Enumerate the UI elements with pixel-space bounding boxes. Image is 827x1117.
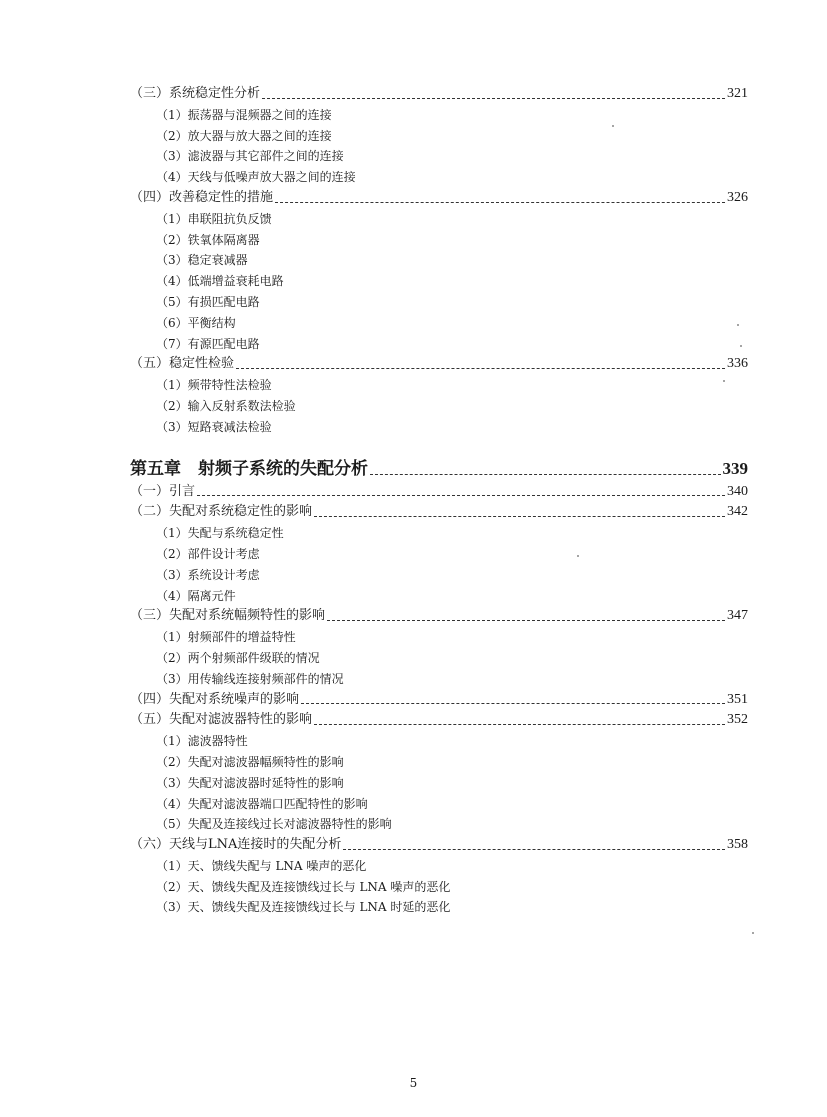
- toc-entry-title: （3）短路衰减法检验: [156, 419, 272, 434]
- toc-entry-title: （1）振荡器与混频器之间的连接: [156, 107, 332, 122]
- dotted-leader: [314, 724, 725, 725]
- toc-entry-title: （二）失配对系统稳定性的影响: [130, 504, 313, 520]
- toc-subsection-entry: [130, 565, 748, 586]
- toc-page-number: 336: [727, 356, 748, 372]
- scan-speck: [612, 125, 614, 127]
- toc-subsection-entry: [130, 126, 748, 147]
- toc-entry-title: （五）稳定性检验: [130, 356, 235, 372]
- toc-subsection-entry: [130, 627, 748, 648]
- toc-subsection-entry: [130, 146, 748, 167]
- toc-entry-title: （3）用传输线连接射频部件的情况: [156, 671, 344, 686]
- dotted-leader: [262, 98, 725, 99]
- toc-section-entry: [130, 188, 748, 209]
- toc-subsection-entry: [130, 334, 748, 355]
- toc-entry-title: （6）平衡结构: [156, 315, 236, 330]
- toc-subsection-entry: [130, 375, 748, 396]
- toc-entry-title: （4）低端增益衰耗电路: [156, 274, 284, 289]
- toc-entry-title: （四）改善稳定性的措施: [130, 189, 274, 205]
- toc-page-number: 339: [722, 458, 748, 478]
- toc-subsection-entry: [130, 877, 748, 898]
- toc-subsection-entry: [130, 897, 748, 918]
- toc-entry-title: （六）天线与LNA连接时的失配分析: [130, 837, 342, 853]
- toc-entry-title: （3）滤波器与其它部件之间的连接: [156, 149, 344, 164]
- toc-page-number: 352: [727, 712, 748, 728]
- toc-entry-title: （2）失配对滤波器幅频特性的影响: [156, 754, 344, 769]
- toc-section-entry: [130, 354, 748, 375]
- toc-subsection-entry: [130, 544, 748, 565]
- toc-entry-title: （4）天线与低噪声放大器之间的连接: [156, 170, 356, 185]
- toc-entry-title: （2）部件设计考虑: [156, 546, 260, 561]
- toc-entry-title: （1）串联阻抗负反馈: [156, 211, 272, 226]
- toc-chapter-entry: [130, 456, 748, 482]
- toc-entry-title: （五）失配对滤波器特性的影响: [130, 712, 313, 728]
- toc-subsection-entry: [130, 167, 748, 188]
- toc-entry-title: （2）两个射频部件级联的情况: [156, 650, 320, 665]
- dotted-leader: [327, 620, 725, 621]
- toc-entry-title: （5）有损匹配电路: [156, 294, 260, 309]
- dotted-leader: [370, 474, 721, 475]
- toc-subsection-entry: [130, 396, 748, 417]
- toc-page-number: 340: [727, 483, 748, 499]
- toc-section-entry: [130, 835, 748, 856]
- toc-entry-title: （3）系统设计考虑: [156, 567, 260, 582]
- toc-entry-title: （1）频带特性法检验: [156, 378, 272, 393]
- scan-speck: [723, 380, 725, 382]
- toc-entry-title: （2）输入反射系数法检验: [156, 398, 296, 413]
- toc-subsection-entry: [130, 313, 748, 334]
- table-of-contents: [130, 84, 748, 918]
- toc-subsection-entry: [130, 250, 748, 271]
- dotted-leader: [236, 368, 725, 369]
- toc-entry-title: （四）失配对系统噪声的影响: [130, 691, 300, 707]
- toc-entry-title: （5）失配及连接线过长对滤波器特性的影响: [156, 817, 392, 832]
- scan-speck: [577, 555, 579, 557]
- toc-page-number: 342: [727, 504, 748, 520]
- toc-entry-title: （一）引言: [130, 483, 196, 499]
- toc-section-entry: [130, 606, 748, 627]
- toc-subsection-entry: [130, 731, 748, 752]
- dotted-leader: [275, 202, 725, 203]
- toc-entry-title: （3）天、馈线失配及连接馈线过长与 LNA 时延的恶化: [156, 900, 451, 915]
- toc-entry-title: （1）滤波器特性: [156, 734, 248, 749]
- scan-speck: [752, 932, 754, 934]
- toc-subsection-entry: [130, 105, 748, 126]
- toc-page-number: 347: [727, 608, 748, 624]
- toc-entry-title: （三）失配对系统幅频特性的影响: [130, 608, 326, 624]
- toc-subsection-entry: [130, 271, 748, 292]
- toc-subsection-entry: [130, 648, 748, 669]
- scan-speck: [740, 345, 742, 347]
- toc-section-entry: [130, 84, 748, 105]
- toc-entry-title: 第五章 射频子系统的失配分析: [130, 458, 368, 479]
- toc-entry-title: （1）天、馈线失配与 LNA 噪声的恶化: [156, 858, 367, 873]
- toc-section-entry: [130, 690, 748, 711]
- toc-section-entry: [130, 710, 748, 731]
- toc-entry-title: （2）铁氧体隔离器: [156, 232, 260, 247]
- toc-subsection-entry: [130, 523, 748, 544]
- scan-speck: [737, 324, 739, 326]
- toc-subsection-entry: [130, 230, 748, 251]
- toc-page-number: 351: [727, 691, 748, 707]
- toc-entry-title: （2）放大器与放大器之间的连接: [156, 128, 332, 143]
- toc-entry-title: （4）隔离元件: [156, 588, 236, 603]
- toc-subsection-entry: [130, 669, 748, 690]
- toc-subsection-entry: [130, 209, 748, 230]
- toc-subsection-entry: [130, 773, 748, 794]
- page-number: 5: [409, 1076, 418, 1090]
- toc-entry-title: （3）失配对滤波器时延特性的影响: [156, 775, 344, 790]
- toc-page-number: 326: [727, 189, 748, 205]
- toc-subsection-entry: [130, 417, 748, 438]
- dotted-leader: [314, 516, 725, 517]
- dotted-leader: [343, 849, 725, 850]
- toc-entry-title: （7）有源匹配电路: [156, 336, 260, 351]
- toc-entry-title: （1）射频部件的增益特性: [156, 630, 296, 645]
- toc-subsection-entry: [130, 814, 748, 835]
- toc-subsection-entry: [130, 794, 748, 815]
- toc-subsection-entry: [130, 586, 748, 607]
- toc-entry-title: （4）失配对滤波器端口匹配特性的影响: [156, 796, 368, 811]
- toc-entry-title: （1）失配与系统稳定性: [156, 526, 284, 541]
- toc-page-number: 321: [727, 86, 748, 101]
- dotted-leader: [301, 703, 725, 704]
- toc-subsection-entry: [130, 752, 748, 773]
- toc-page-number: 358: [727, 837, 748, 853]
- toc-entry-title: （三）系统稳定性分析: [130, 86, 261, 101]
- toc-entry-title: （2）天、馈线失配及连接馈线过长与 LNA 噪声的恶化: [156, 879, 451, 894]
- toc-entry-title: （3）稳定衰减器: [156, 253, 248, 268]
- toc-subsection-entry: [130, 856, 748, 877]
- toc-subsection-entry: [130, 292, 748, 313]
- toc-section-entry: [130, 502, 748, 523]
- toc-section-entry: [130, 482, 748, 503]
- dotted-leader: [197, 495, 725, 496]
